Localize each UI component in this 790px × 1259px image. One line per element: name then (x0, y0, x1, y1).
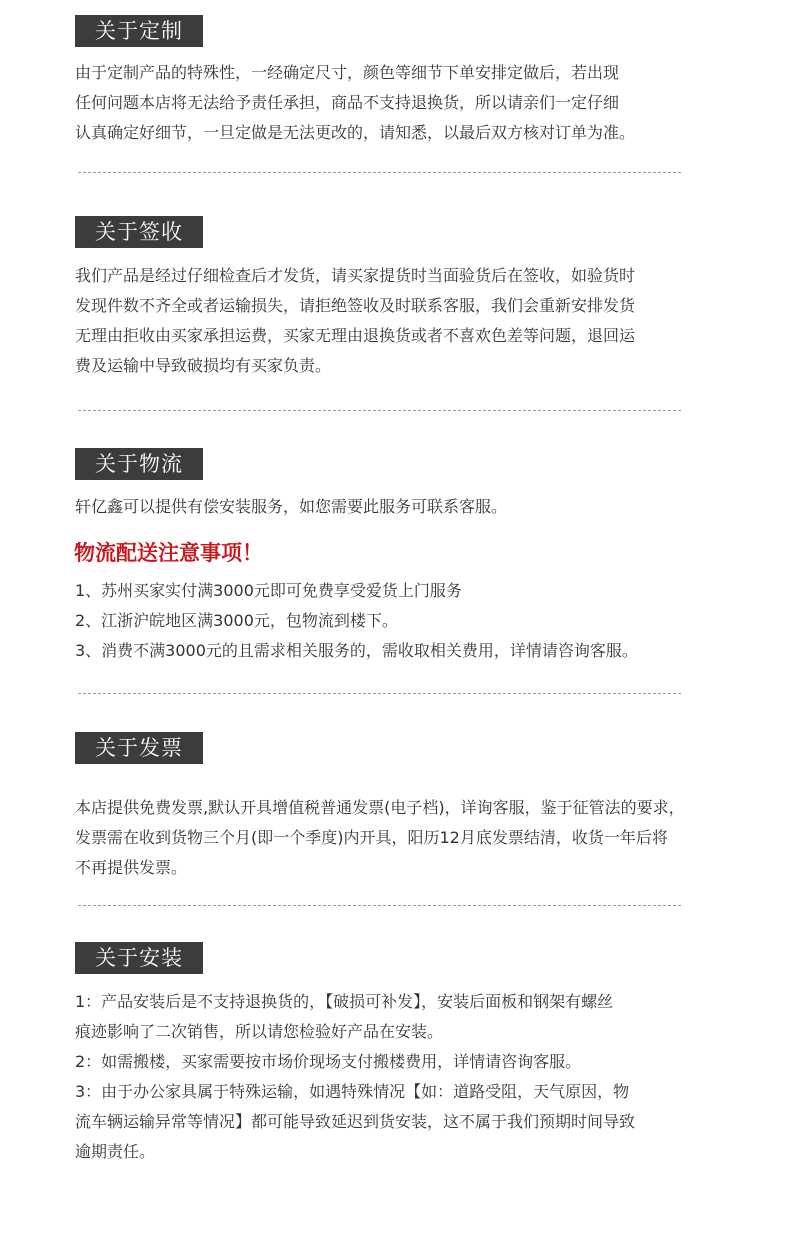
list-item: 1：产品安装后是不支持退换货的，【破损可补发】，安装后面板和钢架有螺丝 (75, 992, 614, 1011)
logistics-text (75, 492, 735, 522)
customization-text (75, 58, 735, 148)
text-line: 不再提供发票。 (75, 858, 188, 877)
section-divider (78, 410, 681, 411)
section-divider (78, 693, 681, 694)
text-line: 痕迹影响了二次销售，所以请您检验好产品在安装。 (75, 1022, 444, 1041)
installation-text (75, 987, 735, 1167)
text-line: 发票需在收到货物三个月(即一个季度)内开具，阳历12月底发票结清，收货一年后将 (75, 828, 668, 847)
text-line: 本店提供免费发票,默认开具增值税普通发票(电子档)，详询客服，鉴于征管法的要求， (75, 798, 685, 817)
text-line: 任何问题本店将无法给予责任承担，商品不支持退换货，所以请亲们一定仔细 (75, 93, 620, 112)
list-item: 1、苏州买家实付满3000元即可免费享受爱货上门服务 (75, 581, 462, 600)
list-item: 3：由于办公家具属于特殊运输，如遇特殊情况【如：道路受阻，天气原因，物 (75, 1082, 630, 1101)
section-heading-customization: 关于定制 (75, 15, 203, 47)
logistics-notice-title: 物流配送注意事项！ (74, 541, 263, 565)
text-line: 无理由拒收由买家承担运费，买家无理由退换货或者不喜欢色差等问题，退回运 (75, 326, 636, 345)
section-heading-signing: 关于签收 (75, 216, 203, 248)
text-line: 由于定制产品的特殊性，一经确定尺寸，颜色等细节下单安排定做后，若出现 (75, 63, 620, 82)
signing-text (75, 261, 735, 381)
text-line: 发现件数不齐全或者运输损失，请拒绝签收及时联系客服，我们会重新安排发货 (75, 296, 636, 315)
text-line: 认真确定好细节，一旦定做是无法更改的，请知悉，以最后双方核对订单为准。 (75, 123, 636, 142)
invoice-text (75, 793, 735, 883)
section-heading-invoice: 关于发票 (75, 732, 203, 764)
list-item: 2、江浙沪皖地区满3000元，包物流到楼下。 (75, 611, 398, 630)
text-line: 费及运输中导致破损均有买家负责。 (75, 356, 332, 375)
list-item: 3、消费不满3000元的且需求相关服务的，需收取相关费用，详情请咨询客服。 (75, 641, 638, 660)
list-item: 2：如需搬楼，买家需要按市场价现场支付搬楼费用，详情请咨询客服。 (75, 1052, 582, 1071)
logistics-notice-list (75, 576, 735, 666)
text-line: 我们产品是经过仔细检查后才发货，请买家提货时当面验货后在签收，如验货时 (75, 266, 636, 285)
section-heading-logistics: 关于物流 (75, 448, 203, 480)
section-divider (78, 172, 681, 173)
section-heading-installation: 关于安装 (75, 942, 203, 974)
text-line: 轩亿鑫可以提供有偿安装服务，如您需要此服务可联系客服。 (75, 497, 508, 516)
text-line: 流车辆运输异常等情况】都可能导致延迟到货安装，这不属于我们预期时间导致 (75, 1112, 636, 1131)
text-line: 逾期责任。 (75, 1142, 156, 1161)
section-divider (78, 905, 681, 906)
